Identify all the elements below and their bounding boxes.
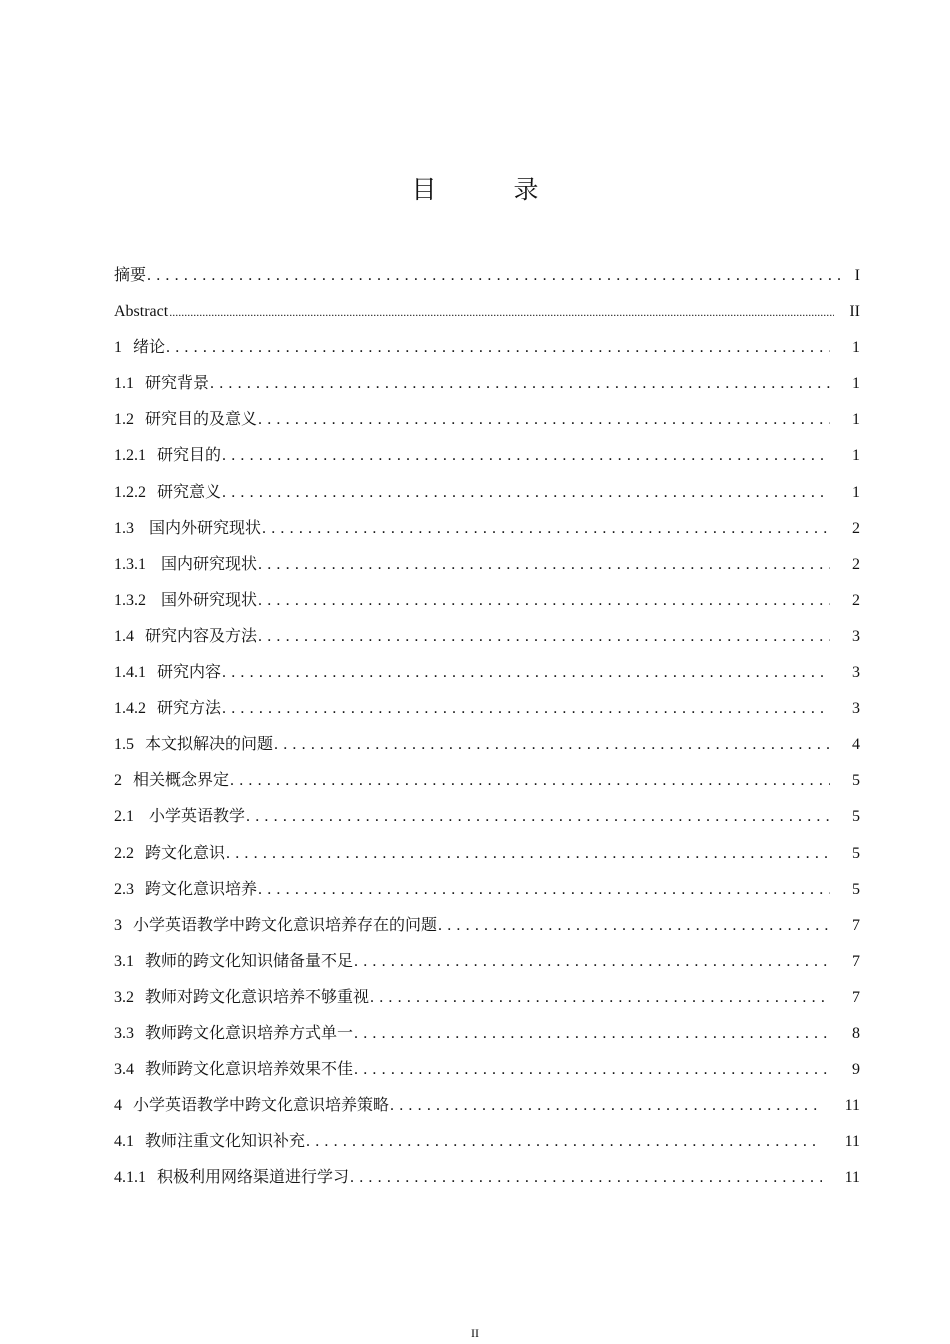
toc-entry[interactable] — [114, 547, 860, 583]
toc-entry-number: 1.4.1 — [114, 664, 146, 682]
toc-entry-number: 1.3.1 — [114, 555, 146, 573]
toc-leader-dots — [370, 980, 830, 1016]
toc-leader-dots — [222, 475, 830, 511]
toc-entry-page: 1 — [852, 447, 860, 465]
toc-entry-number: 1.3 — [114, 519, 134, 537]
toc-entry-page: 3 — [852, 700, 860, 718]
toc-entry[interactable] — [114, 872, 860, 908]
toc-leader-dots — [390, 1088, 822, 1124]
toc-entry[interactable] — [114, 619, 860, 655]
toc-entry-title: 跨文化意识培养 — [145, 880, 258, 898]
toc-leader-dots — [258, 583, 830, 619]
toc-entry-page: 9 — [852, 1061, 860, 1079]
toc-entry-title: 小学英语教学 — [149, 808, 246, 826]
toc-entry-title: 教师跨文化意识培养方式单一 — [145, 1024, 354, 1042]
toc-leader-dots — [169, 294, 834, 330]
toc-entry[interactable] — [114, 944, 860, 980]
toc-entry[interactable] — [114, 908, 860, 944]
toc-leader-dots — [166, 330, 830, 366]
toc-entry[interactable] — [114, 727, 860, 763]
toc-leader-dots — [354, 1052, 830, 1088]
toc-entry-number: 2.2 — [114, 844, 134, 862]
toc-entry-title: 研究意义 — [157, 483, 222, 501]
toc-entry-number: 1.2 — [114, 411, 134, 429]
page-number: II — [471, 1326, 479, 1340]
toc-entry-title: 绪论 — [133, 339, 166, 357]
toc-entry-page: 7 — [852, 916, 860, 934]
toc-entry-number: 4.1 — [114, 1133, 134, 1151]
toc-entry-number: 3.2 — [114, 988, 134, 1006]
toc-leader-dots — [210, 366, 830, 402]
toc-entry[interactable] — [114, 1088, 860, 1124]
toc-entry-title: 相关概念界定 — [133, 772, 230, 790]
toc-entry-page: 1 — [852, 483, 860, 501]
toc-entry[interactable] — [114, 438, 860, 474]
toc-entry[interactable] — [114, 402, 860, 438]
toc-leader-dots — [147, 258, 846, 294]
toc-entry-page: 8 — [852, 1024, 860, 1042]
toc-entry-page: 1 — [852, 339, 860, 357]
toc-leader-dots — [258, 872, 830, 908]
toc-entry[interactable] — [114, 1160, 860, 1196]
toc-entry-title: Abstract — [114, 303, 169, 321]
toc-leader-dots — [306, 1124, 822, 1160]
toc-entry[interactable] — [114, 366, 860, 402]
toc-entry-title: 摘要 — [114, 267, 147, 284]
toc-entry-number: 4 — [114, 1097, 122, 1115]
toc-entry-page: 11 — [844, 1097, 860, 1115]
toc-leader-dots — [354, 1016, 830, 1052]
toc-leader-dots — [246, 799, 830, 835]
toc-leader-dots — [222, 438, 830, 474]
toc-entry-title: 国外研究现状 — [161, 591, 258, 609]
toc-entry-number: 1.4 — [114, 627, 134, 645]
toc-entry-page: 1 — [852, 375, 860, 393]
toc-entry[interactable] — [114, 836, 860, 872]
toc-entry-page: 7 — [852, 988, 860, 1006]
toc-entry-number: 3.4 — [114, 1061, 134, 1079]
toc-entry-title: 跨文化意识 — [145, 844, 226, 862]
toc-entry[interactable] — [114, 258, 860, 294]
toc-entry-number: 1.2.2 — [114, 483, 146, 501]
toc-leader-dots — [258, 402, 830, 438]
toc-entry-title: 教师跨文化意识培养效果不佳 — [145, 1061, 354, 1079]
toc-entry[interactable] — [114, 294, 860, 330]
toc-leader-dots — [226, 836, 830, 872]
toc-entry-number: 2.3 — [114, 880, 134, 898]
toc-entry-page: I — [854, 267, 860, 284]
toc-entry-title: 研究内容及方法 — [145, 627, 258, 645]
toc-entry-page: 5 — [852, 772, 860, 790]
toc-entry[interactable] — [114, 511, 860, 547]
toc-entry-number: 1 — [114, 339, 122, 357]
toc-entry-page: 11 — [844, 1169, 860, 1187]
toc-entry-number: 1.3.2 — [114, 591, 146, 609]
toc-entry-number: 1.4.2 — [114, 700, 146, 718]
toc-entry-page: 3 — [852, 664, 860, 682]
toc-entry[interactable] — [114, 799, 860, 835]
toc-entry-page: 5 — [852, 880, 860, 898]
toc-entry-number: 2.1 — [114, 808, 134, 826]
toc-entry-page: 2 — [852, 519, 860, 537]
toc-entry-title: 积极利用网络渠道进行学习 — [157, 1169, 350, 1187]
toc-entry-page: 3 — [852, 627, 860, 645]
toc-entry-page: 5 — [852, 808, 860, 826]
toc-entry-number: 1.1 — [114, 375, 134, 393]
toc-leader-dots — [230, 763, 830, 799]
toc-entry-number: 3.1 — [114, 952, 134, 970]
toc-entry-number: 1.5 — [114, 736, 134, 754]
toc-entry-title: 国内研究现状 — [161, 555, 258, 573]
toc-entry-page: 11 — [844, 1133, 860, 1151]
toc-leader-dots — [222, 691, 830, 727]
toc-entry-number: 2 — [114, 772, 122, 790]
toc-entry-page: 5 — [852, 844, 860, 862]
toc-leader-dots — [262, 511, 830, 547]
toc-entry[interactable] — [114, 1052, 860, 1088]
toc-leader-dots — [354, 944, 830, 980]
toc-entry-title: 本文拟解决的问题 — [145, 736, 274, 754]
toc-entry-number: 3.3 — [114, 1024, 134, 1042]
toc-entry[interactable] — [114, 583, 860, 619]
toc-entry-number: 3 — [114, 916, 122, 934]
toc-leader-dots — [222, 655, 830, 691]
toc-leader-dots — [350, 1160, 822, 1196]
toc-entry-title: 小学英语教学中跨文化意识培养策略 — [133, 1097, 390, 1115]
toc-entry-page: 7 — [852, 952, 860, 970]
toc-leader-dots — [258, 547, 830, 583]
toc-entry[interactable] — [114, 655, 860, 691]
toc-entry[interactable] — [114, 691, 860, 727]
toc-entry-number: 4.1.1 — [114, 1169, 146, 1187]
toc-entry[interactable] — [114, 475, 860, 511]
toc-entry-title: 教师对跨文化意识培养不够重视 — [145, 988, 370, 1006]
toc-entry-title: 小学英语教学中跨文化意识培养存在的问题 — [133, 916, 438, 934]
toc-entry-page: 2 — [852, 591, 860, 609]
toc-entry-title: 研究目的及意义 — [145, 411, 258, 429]
toc-entry-title: 教师注重文化知识补充 — [145, 1133, 306, 1151]
toc-leader-dots — [438, 908, 830, 944]
toc-entry[interactable] — [114, 763, 860, 799]
toc-entry-title: 研究方法 — [157, 700, 222, 718]
toc-leader-dots — [274, 727, 830, 763]
toc-entry-title: 研究目的 — [157, 447, 222, 465]
toc-entry-title: 研究内容 — [157, 664, 222, 682]
toc-entry-page: 4 — [852, 736, 860, 754]
table-of-contents — [114, 258, 860, 1196]
toc-entry[interactable] — [114, 980, 860, 1016]
toc-entry-page: II — [849, 303, 860, 321]
toc-entry-page: 2 — [852, 555, 860, 573]
toc-entry-page: 1 — [852, 411, 860, 429]
toc-entry[interactable] — [114, 1016, 860, 1052]
toc-leader-dots — [258, 619, 830, 655]
toc-entry-title: 教师的跨文化知识储备量不足 — [145, 952, 354, 970]
toc-entry-title: 研究背景 — [145, 375, 210, 393]
toc-entry-title: 国内外研究现状 — [149, 519, 262, 537]
toc-entry[interactable] — [114, 330, 860, 366]
toc-entry-number: 1.2.1 — [114, 447, 146, 465]
toc-entry[interactable] — [114, 1124, 860, 1160]
toc-title: 目 录 — [411, 175, 565, 204]
